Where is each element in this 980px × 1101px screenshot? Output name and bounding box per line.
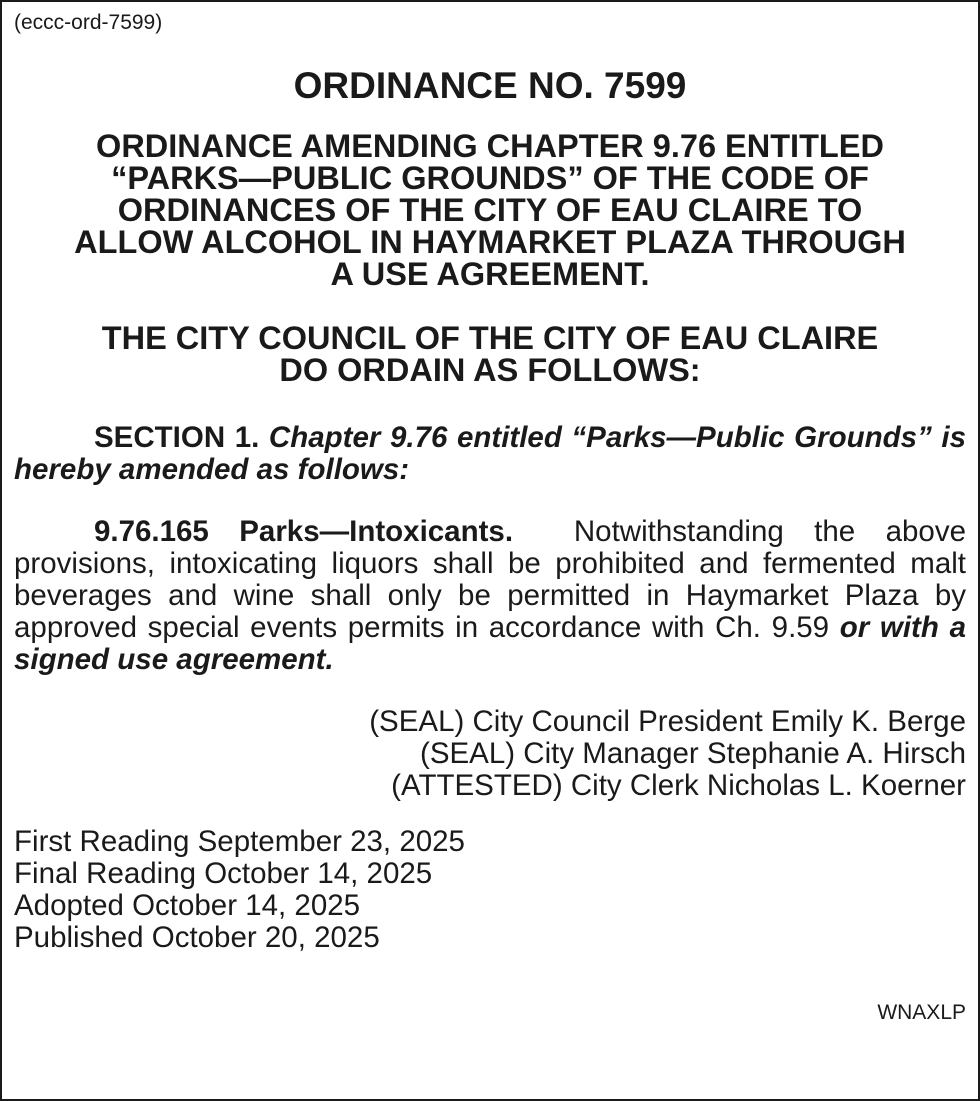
- final-reading-date: Final Reading October 14, 2025: [14, 857, 433, 890]
- section-label: SECTION 1.: [94, 421, 260, 454]
- publisher-code: WNAXLP: [877, 1001, 966, 1024]
- enacting-clause-line: DO ORDAIN AS FOLLOWS:: [279, 352, 701, 388]
- ordinance-title-line: A USE AGREEMENT.: [330, 256, 650, 292]
- ordinance-number: ORDINANCE NO. 7599: [293, 65, 687, 106]
- provision-heading: 9.76.165 Parks—Intoxicants.: [94, 515, 514, 548]
- signature-council-president: (SEAL) City Council President Emily K. Berge: [369, 705, 966, 738]
- ordinance-title-line: ALLOW ALCOHOL IN HAYMARKET PLAZA THROUGH: [74, 224, 906, 260]
- signature-city-manager: (SEAL) City Manager Stephanie A. Hirsch: [420, 737, 966, 770]
- signature-block: [14, 706, 966, 802]
- reading-dates: [14, 826, 966, 954]
- first-reading-date: First Reading September 23, 2025: [14, 825, 465, 858]
- ordinance-reference: (eccc-ord-7599): [14, 11, 163, 34]
- ordinance-title-line: “PARKS—PUBLIC GROUNDS” OF THE CODE OF: [111, 160, 869, 196]
- section-text: Chapter 9.76 entitled “Parks—Public Grounds” is hereby amended as follows:: [14, 421, 967, 486]
- ordinance-title: [14, 130, 966, 290]
- signature-city-clerk: (ATTESTED) City Clerk Nicholas L. Koerner: [391, 769, 966, 802]
- published-date: Published October 20, 2025: [14, 921, 380, 954]
- ordinance-title-line: ORDINANCE AMENDING CHAPTER 9.76 ENTITLED: [96, 128, 884, 164]
- provision-9-76-165: [14, 516, 966, 676]
- adopted-date: Adopted October 14, 2025: [14, 889, 361, 922]
- provision-amendment: or with a signed use agreement.: [14, 611, 966, 676]
- enacting-clause: [14, 322, 966, 386]
- provision-body: Notwithstanding the above provisions, intoxicating liquors shall be prohibited and fermented malt beverages and wine shall only be permitted in Haymarket Plaza by approved special events permits in accordance with Ch. 9.59: [14, 515, 966, 644]
- section-1: [14, 422, 966, 486]
- ordinance-title-line: ORDINANCES OF THE CITY OF EAU CLAIRE TO: [117, 192, 863, 228]
- enacting-clause-line: THE CITY COUNCIL OF THE CITY OF EAU CLAIRE: [101, 320, 879, 356]
